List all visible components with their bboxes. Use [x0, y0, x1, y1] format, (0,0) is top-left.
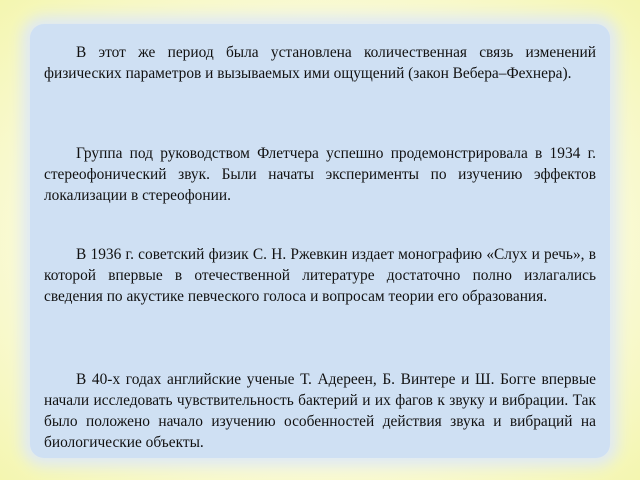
paragraph-bacteria-sound: В 40-х годах английские ученые Т. Адереен, Б. Винтере и Ш. Богге впервые начали исследовать чувствительность бактерий и их фагов к звуку и вибрации. Так было положено начало изучению особенностей действия звука и вибраций на биологические объекты.	[44, 371, 596, 451]
paragraph-weber-fechner: В этот же период была установлена количественная связь изменений физических параметров и вызываемых ими ощущений (закон Вебера–Фехнера).	[44, 44, 596, 82]
paragraph-fletcher-stereo: Группа под руководством Флетчера успешно продемонстрировала в 1934 г. стереофонический звук. Были начаты эксперименты по изучению эффектов локализации в стереофонии.	[44, 145, 596, 204]
paragraph-rzhevkin: В 1936 г. советский физик С. Н. Ржевкин издает монографию «Слух и речь», в которой впервые в отечественной литературе достаточно полно излагались сведения по акустике певческого голоса и вопросам теории его образования.	[44, 246, 596, 305]
